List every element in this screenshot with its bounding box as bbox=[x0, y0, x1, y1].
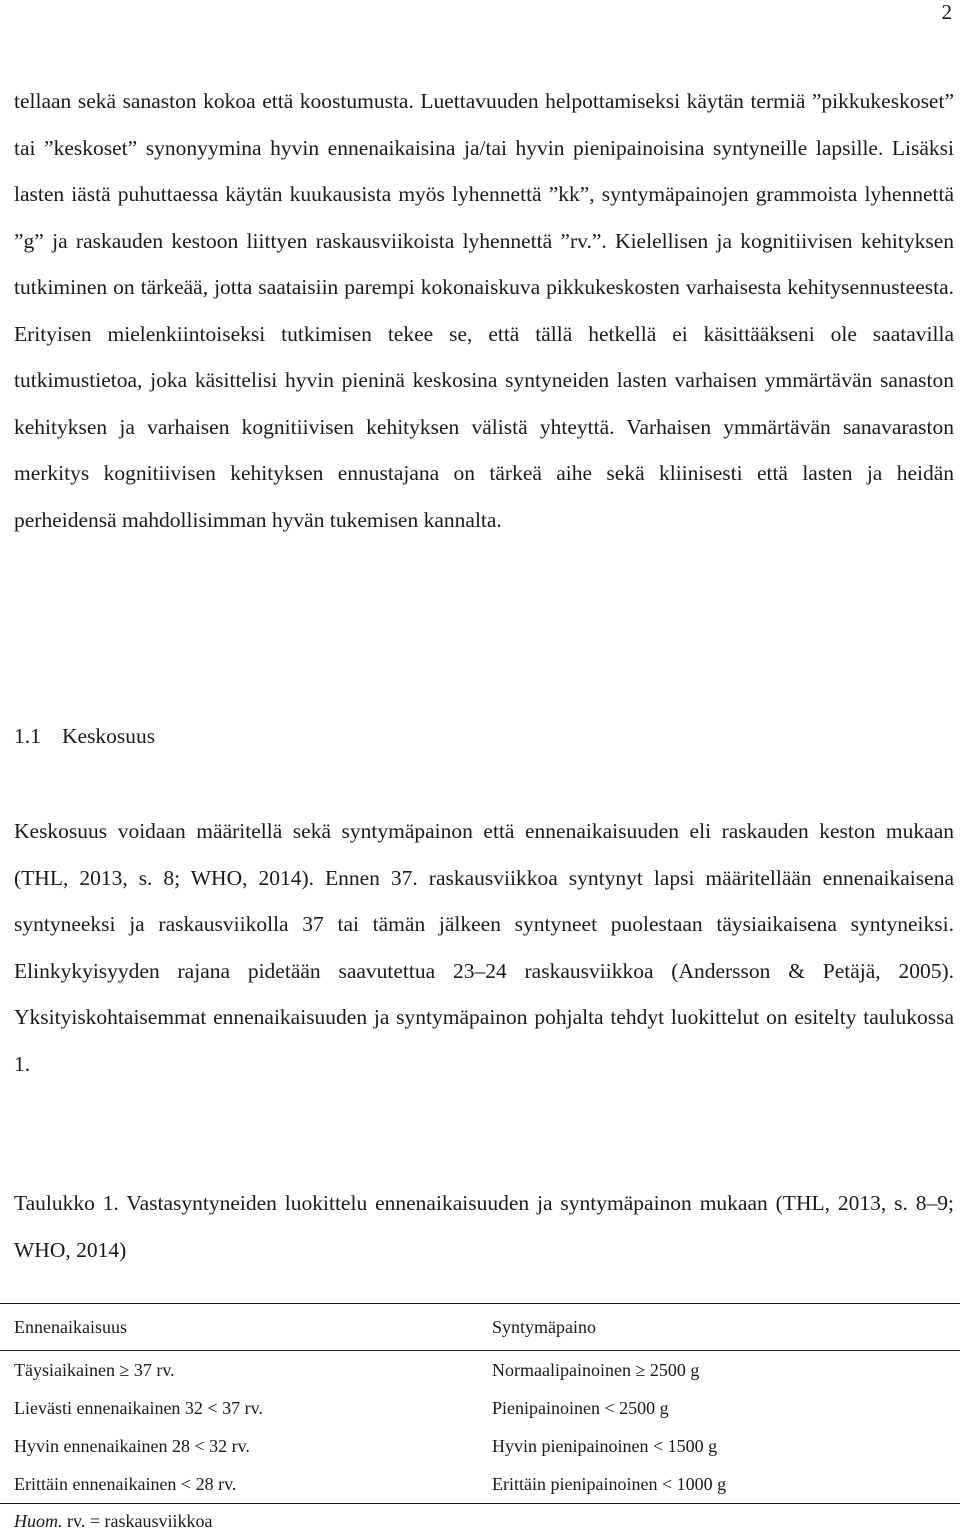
table-caption: Taulukko 1. Vastasyntyneiden luokittelu ennenaikaisuuden ja syntymäpainon mukaan (THL, 2013, s. 8–9; WHO, 2014) bbox=[14, 1191, 954, 1262]
table-row bbox=[0, 1427, 960, 1465]
classification-table bbox=[0, 1303, 960, 1504]
note-text: rv. = raskausviikkoa bbox=[67, 1511, 213, 1531]
table-cell: Normaalipainoinen ≥ 2500 g bbox=[492, 1359, 700, 1380]
table-cell: Lievästi ennenaikainen 32 < 37 rv. bbox=[14, 1397, 263, 1418]
table-cell: Hyvin pienipainoinen < 1500 g bbox=[492, 1435, 718, 1456]
table-header-row bbox=[0, 1304, 960, 1351]
table-header-cell: Syntymäpaino bbox=[492, 1304, 960, 1351]
table-row bbox=[0, 1389, 960, 1427]
section-title: Keskosuus bbox=[62, 724, 156, 748]
body-paragraph-1: tellaan sekä sanaston kokoa että koostumusta. Luettavuuden helpottamiseksi käytän termiä ”pikkukeskoset” tai ”keskoset” synonyymina hyvin ennenaikaisina ja/tai hyvin pienipainoisina syntyneille lapsille. Lisäksi lasten iästä puhuttaessa käytän kuukausista myös lyhennettä ”kk”, syntymäpainojen grammoista lyhennettä ”g” ja raskauden kestoon liittyen raskausviikoista lyhennettä ”rv.”. Kielellisen ja kognitiivisen kehityksen tutkiminen on tärkeää, jotta saataisiin parempi kokonaiskuva pikkukeskosten varhaisesta kehitysennusteesta. Erityisen mielenkiintoiseksi tutkimisen tekee se, että tällä hetkellä ei käsittääkseni ole saatavilla tutkimustietoa, joka käsittelisi hyvin pieninä keskosina syntyneiden lasten varhaisen ymmärtävän sanaston kehityksen ja varhaisen kognitiivisen kehityksen välistä yhteyttä. Varhaisen ymmärtävän sanavaraston merkitys kognitiivisen kehityksen ennustajana on tärkeä aihe sekä kliinisesti että lasten ja heidän perheidensä mahdollisimman hyvän tukemisen kannalta. bbox=[14, 89, 954, 532]
table-header-cell: Ennenaikaisuus bbox=[0, 1304, 492, 1351]
section-heading bbox=[14, 724, 155, 749]
table-cell: Hyvin ennenaikainen 28 < 32 rv. bbox=[14, 1435, 250, 1456]
body-paragraph-2: Keskosuus voidaan määritellä sekä syntymäpainon että ennenaikaisuuden eli raskauden keston mukaan (THL, 2013, s. 8; WHO, 2014). Ennen 37. raskausviikkoa syntynyt lapsi määritellään ennenaikaisena syntyneeksi ja raskausviikolla 37 tai tämän jälkeen syntyneet puolestaan täysiaikaisena syntyneiksi. Elinkykyisyyden rajana pidetään saavutettua 23–24 raskausviikkoa (Andersson & Petäjä, 2005). Yksityiskohtaisemmat ennenaikaisuuden ja syntymäpainon pohjalta tehdyt luokittelut on esitelty taulukossa 1. bbox=[14, 819, 954, 1076]
table-row bbox=[0, 1465, 960, 1504]
table-cell: Erittäin pienipainoinen < 1000 g bbox=[492, 1465, 960, 1504]
table-row bbox=[0, 1351, 960, 1390]
table-cell: Pienipainoinen < 2500 g bbox=[492, 1397, 669, 1418]
table-cell: Erittäin ennenaikainen < 28 rv. bbox=[0, 1465, 492, 1504]
section-number: 1.1 bbox=[14, 724, 41, 748]
table-cell: Täysiaikainen ≥ 37 rv. bbox=[14, 1359, 175, 1380]
page-number: 2 bbox=[941, 0, 952, 24]
note-label: Huom. bbox=[14, 1511, 63, 1531]
